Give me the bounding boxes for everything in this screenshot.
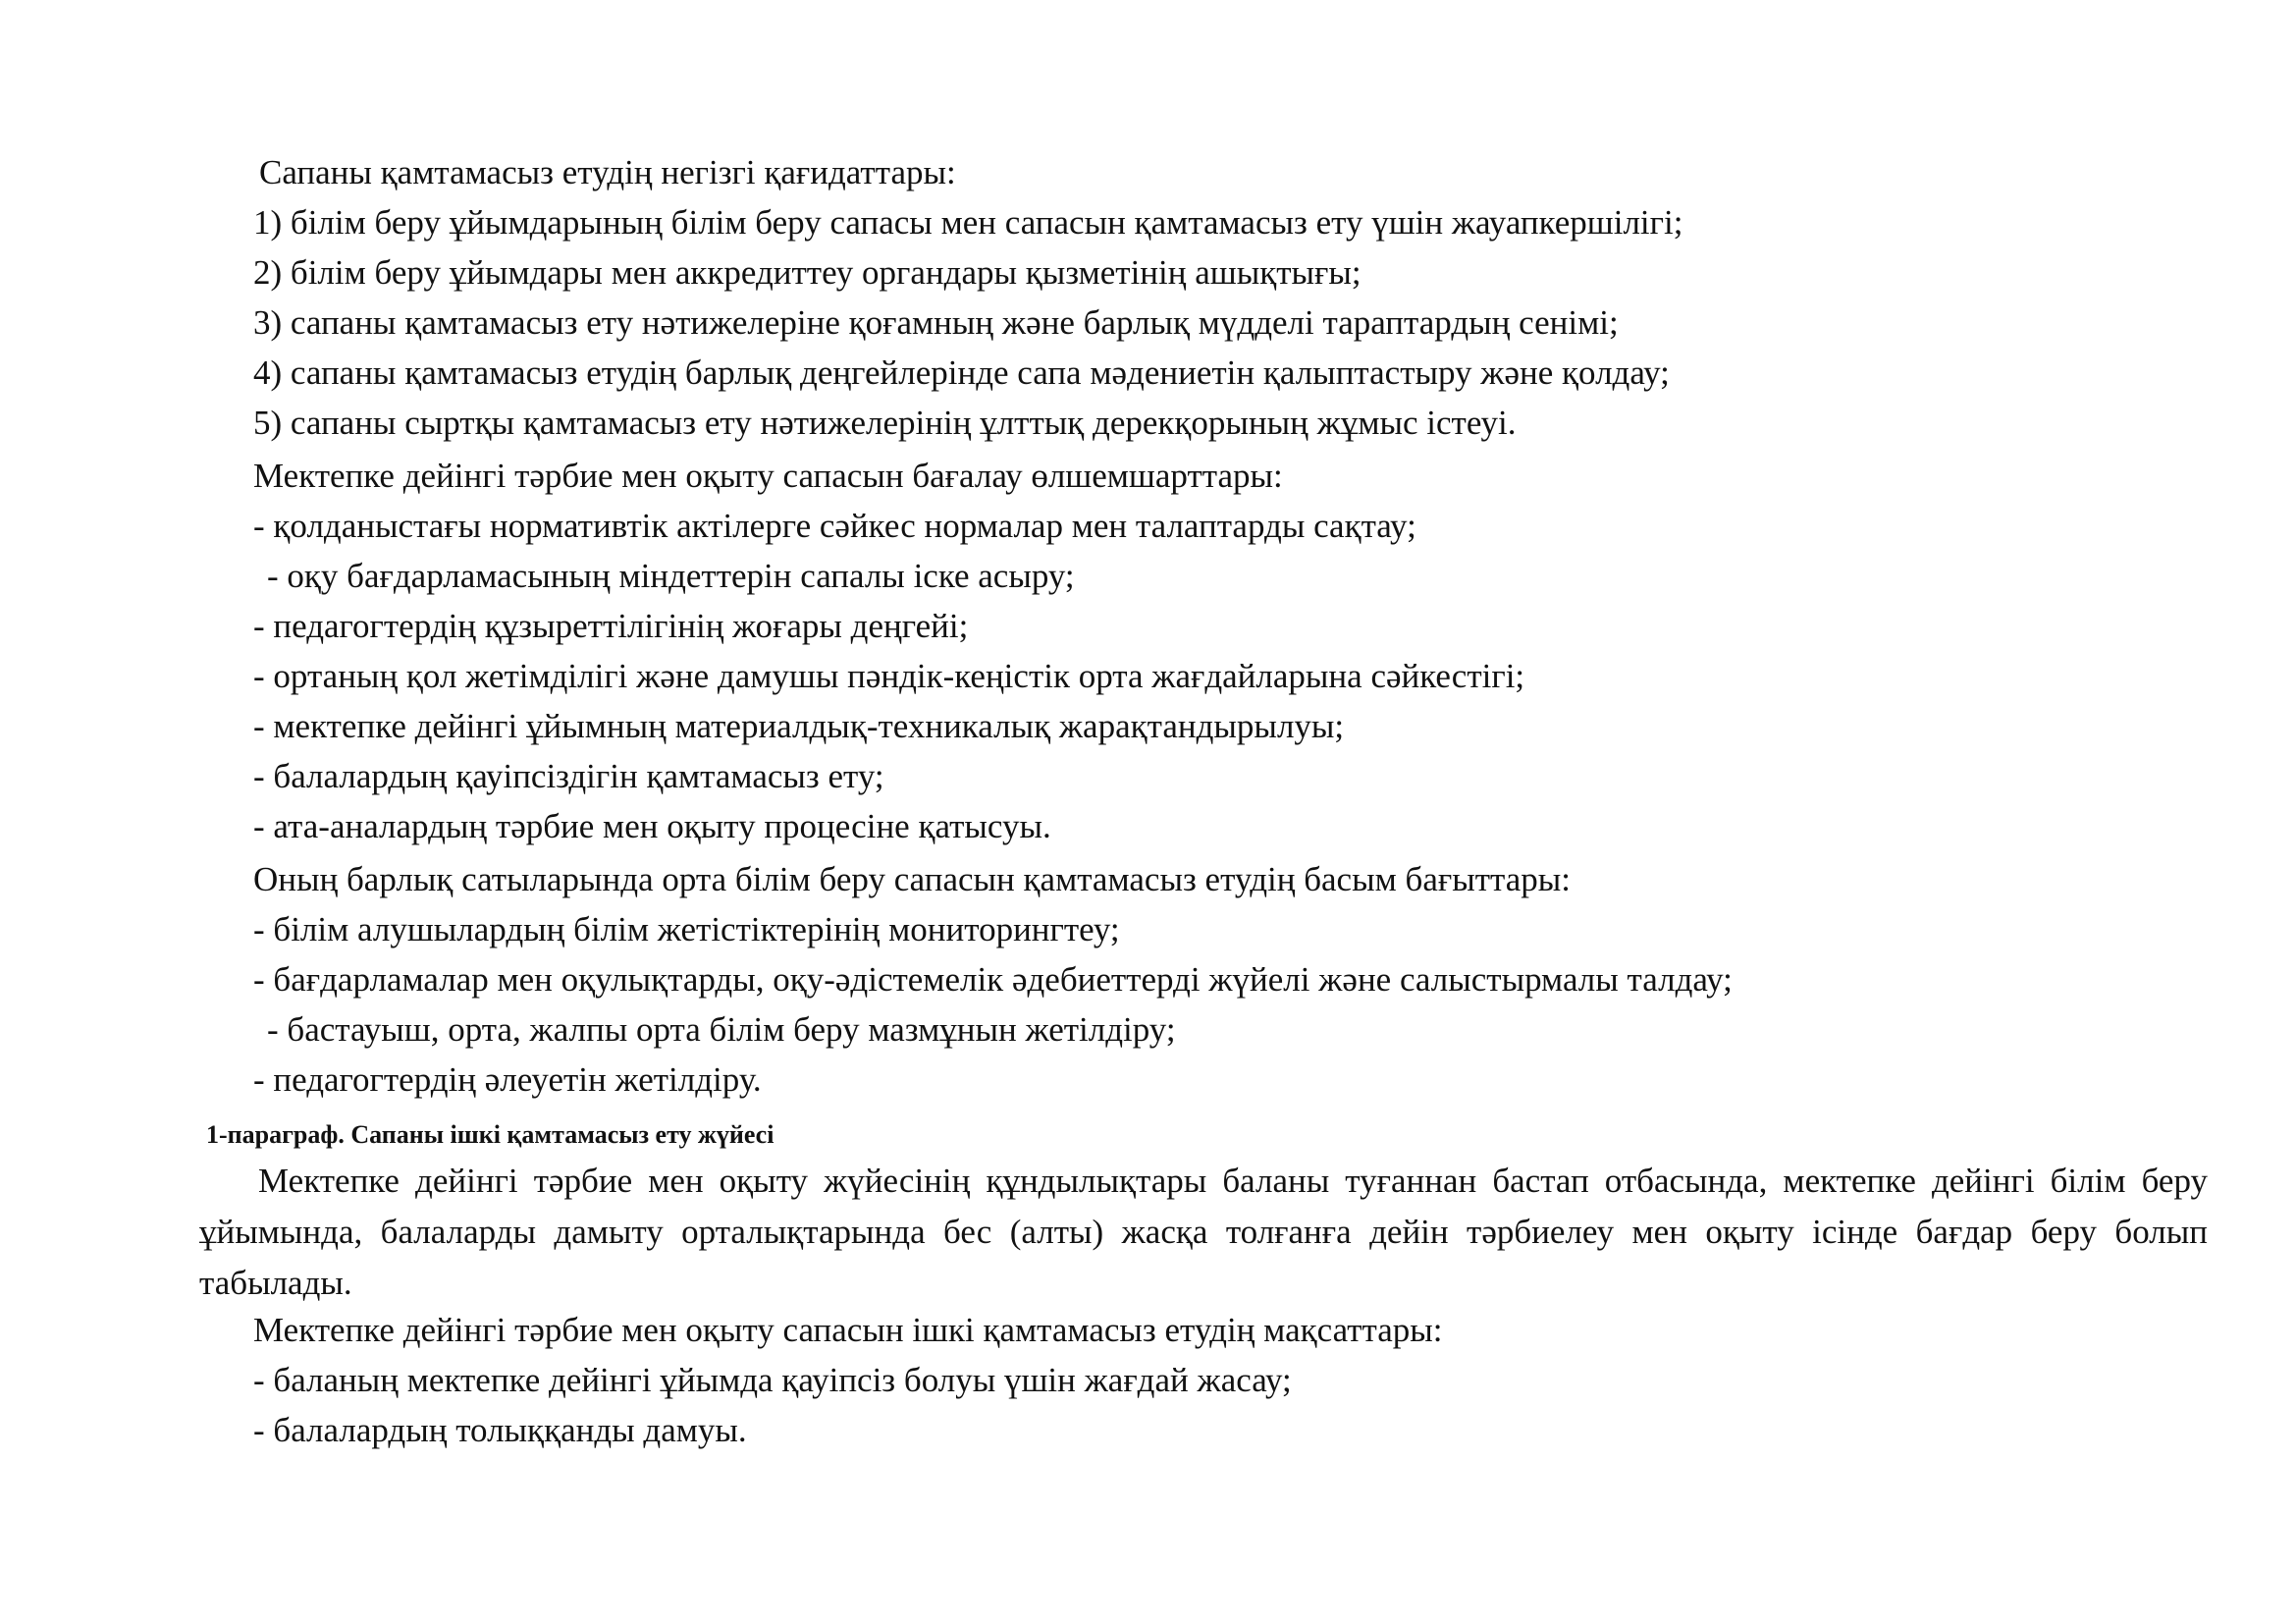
values-paragraph: Мектепке дейінгі тәрбие мен оқыту жүйесінің құндылықтары баланы туғаннан бастап отбасында, мектепке дейінгі білім беру ұйымында, балаларды дамыту орталықтарында бес (алты) жасқа толғанға дейін тәрбиелеу мен оқыту ісінде бағдар беру болып табылады. [199,1162,2208,1302]
priorities-intro: Оның барлық сатыларында орта білім беру сапасын қамтамасыз етудің басым бағыттары: [253,860,1572,898]
goal-item-1: - баланың мектепке дейінгі ұйымда қауіпсіз болуы үшін жағдай жасау; [253,1361,1292,1399]
paragraph-heading: 1-параграф. Сапаны ішкі қамтамасыз ету жүйесі [206,1120,774,1149]
principle-item-1: 1) білім беру ұйымдарының білім беру сапасы мен сапасын қамтамасыз ету үшін жауапкершілігі; [253,203,1683,242]
criteria-item-7: - ата-аналардың тәрбие мен оқыту процесіне қатысуы. [253,807,1051,845]
criteria-intro: Мектепке дейінгі тәрбие мен оқыту сапасын бағалау өлшемшарттары: [253,457,1283,495]
principle-item-2: 2) білім беру ұйымдары мен аккредиттеу органдары қызметінің ашықтығы; [253,253,1362,292]
criteria-item-6: - балалардың қауіпсіздігін қамтамасыз ету; [253,757,884,795]
goals-intro: Мектепке дейінгі тәрбие мен оқыту сапасын ішкі қамтамасыз етудің мақсаттары: [253,1311,1443,1349]
criteria-item-2: - оқу бағдарламасының міндеттерін сапалы іске асыру; [267,557,1075,595]
principles-intro: Сапаны қамтамасыз етудің негізгі қағидаттары: [259,153,956,191]
criteria-item-4: - ортаның қол жетімділігі және дамушы пәндік-кеңістік орта жағдайларына сәйкестігі; [253,657,1525,695]
priority-item-2: - бағдарламалар мен оқулықтарды, оқу-әдістемелік әдебиеттерді жүйелі және салыстырмалы талдау; [253,960,1733,999]
goal-item-2: - балалардың толыққанды дамуы. [253,1411,747,1449]
criteria-item-5: - мектепке дейінгі ұйымның материалдық-техникалық жарақтандырылуы; [253,707,1345,745]
criteria-item-3: - педагогтердің құзыреттілігінің жоғары деңгейі; [253,607,969,645]
principle-item-4: 4) сапаны қамтамасыз етудің барлық деңгейлерінде сапа мәдениетін қалыптастыру және қолдау; [253,353,1670,392]
priority-item-1: - білім алушылардың білім жетістіктерінің мониторингтеу; [253,910,1120,948]
priority-item-4: - педагогтердің әлеуетін жетілдіру. [253,1060,762,1099]
principle-item-5: 5) сапаны сыртқы қамтамасыз ету нәтижелерінің ұлттық дерекқорының жұмыс істеуі. [253,404,1517,442]
priority-item-3: - бастауыш, орта, жалпы орта білім беру мазмұнын жетілдіру; [267,1010,1176,1049]
criteria-item-1: - қолданыстағы нормативтік актілерге сәйкес нормалар мен талаптарды сақтау; [253,507,1416,545]
principle-item-3: 3) сапаны қамтамасыз ету нәтижелеріне қоғамның және барлық мүдделі тараптардың сенімі; [253,303,1619,342]
